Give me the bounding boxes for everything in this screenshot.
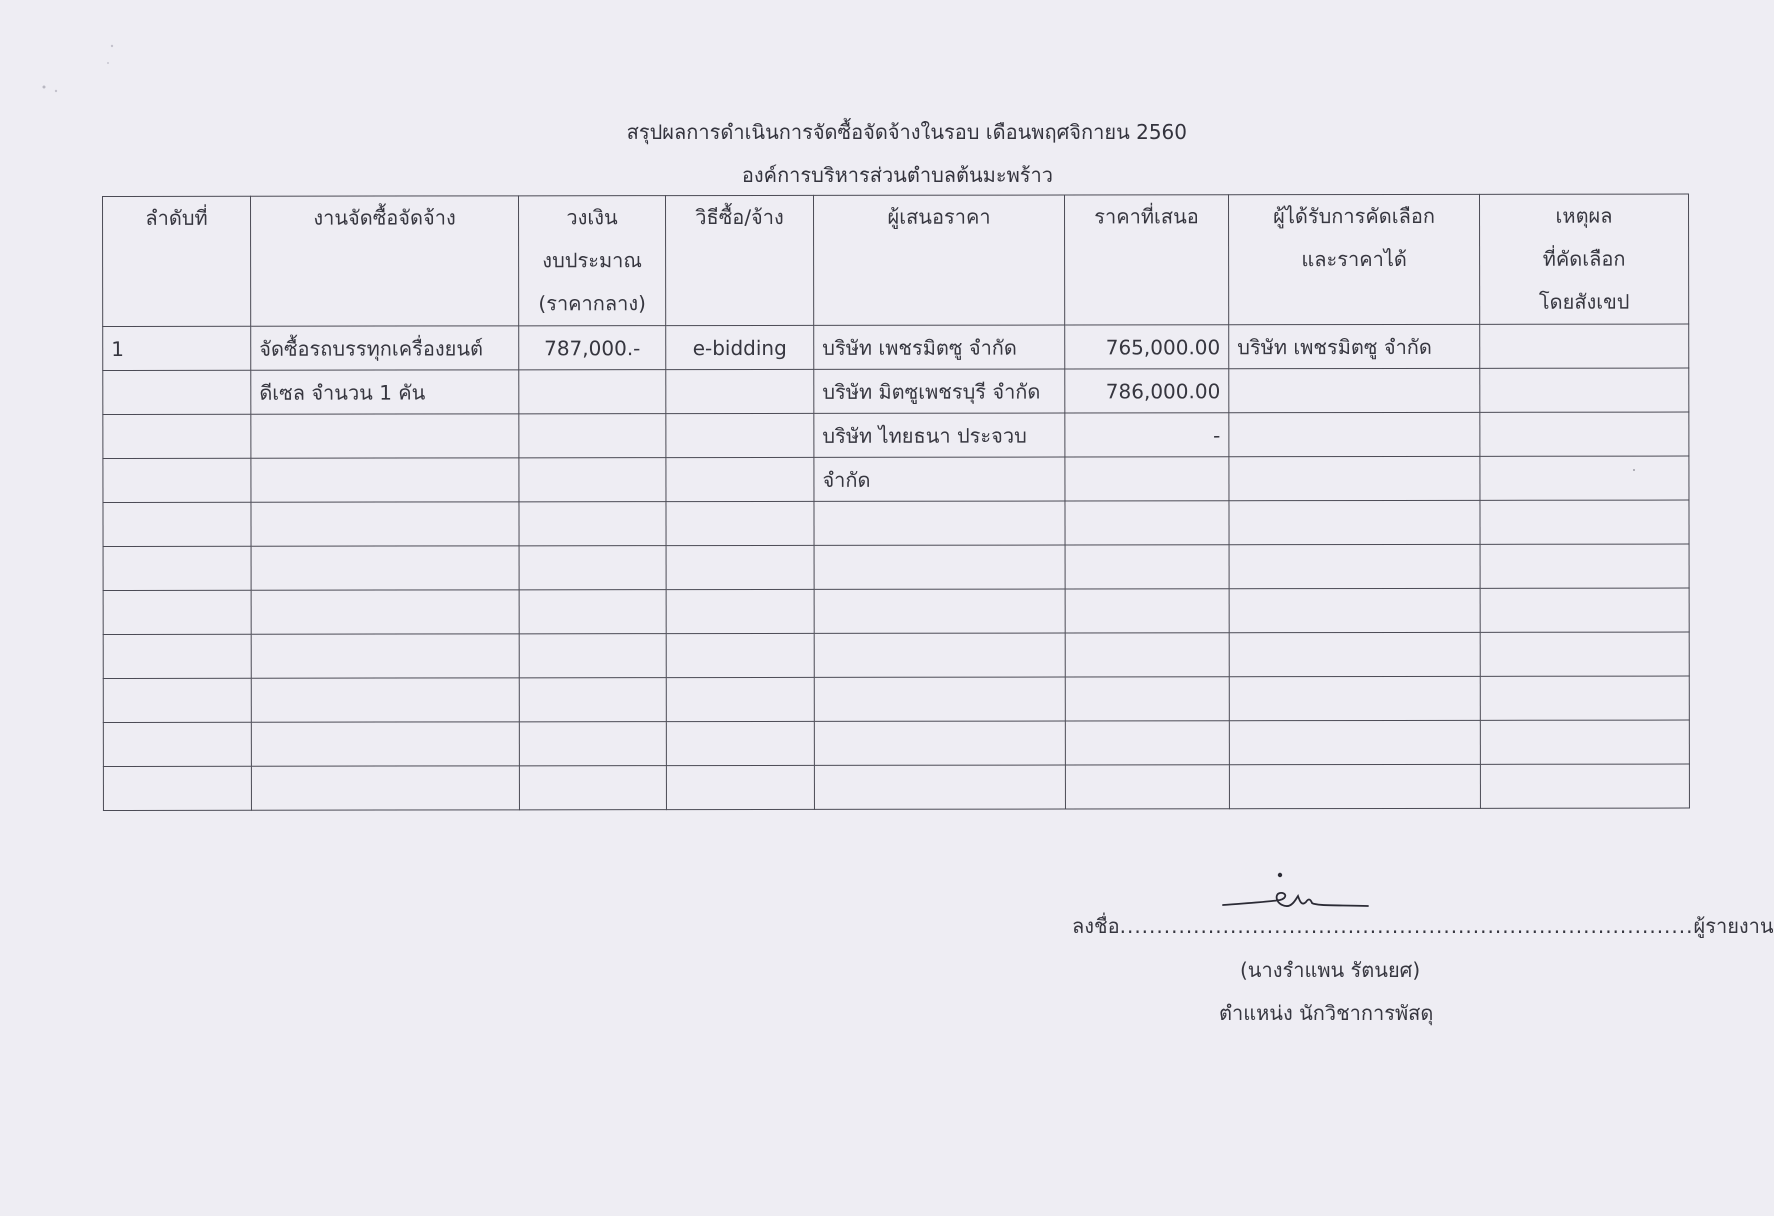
signer-position: ตำแหน่ง นักวิชาการพัสดุ: [1219, 1001, 1434, 1025]
cell-method: [666, 589, 814, 633]
signature-line: [1072, 910, 1774, 942]
cell-reason: [1480, 412, 1689, 456]
cell-sequence: 1: [103, 326, 251, 370]
cell-method: [666, 545, 814, 589]
signer-name: (นางรำแพน รัตนยศ): [1240, 958, 1421, 982]
cell-budget: [519, 722, 666, 766]
cell-budget: [519, 766, 666, 810]
cell-reason: [1480, 632, 1689, 676]
header-line: วงเงิน: [566, 205, 618, 230]
sign-label: ลงชื่อ: [1072, 914, 1120, 938]
header-bid-price: [1064, 195, 1228, 325]
organization-name: องค์การบริหารส่วนตำบลต้นมะพร้าว: [741, 163, 1053, 187]
cell-selected-vendor: [1229, 544, 1480, 588]
cell-selected-vendor: บริษัท เพชรมิตซู จำกัด: [1229, 324, 1480, 368]
cell-bidder: [814, 765, 1065, 809]
cell-method: [666, 721, 814, 765]
cell-sequence: [103, 370, 251, 414]
table-row: [103, 632, 1689, 678]
cell-method: [666, 677, 814, 721]
cell-bid-price: [1065, 677, 1229, 721]
cell-selected-vendor: [1229, 588, 1480, 632]
cell-bid-price: [1065, 765, 1229, 809]
cell-selected-vendor: [1229, 412, 1480, 456]
cell-bid-price: [1065, 545, 1229, 589]
cell-selected-vendor: [1229, 720, 1480, 764]
cell-budget: [519, 502, 666, 546]
cell-bid-price: 786,000.00: [1065, 369, 1229, 413]
cell-bidder: [814, 633, 1065, 677]
header-selected-vendor: [1228, 194, 1479, 324]
cell-reason: [1480, 764, 1689, 808]
cell-procurement-item: [251, 458, 519, 502]
header-reason: [1479, 194, 1688, 324]
cell-bidder: [814, 721, 1065, 765]
cell-bidder: จำกัด: [814, 457, 1065, 501]
cell-bidder: [814, 589, 1065, 633]
header-line: เหตุผล: [1555, 203, 1613, 228]
header-line: ที่คัดเลือก: [1542, 246, 1626, 271]
cell-budget: [519, 546, 666, 590]
cell-budget: [519, 458, 666, 502]
cell-reason: [1480, 720, 1689, 764]
header-method: [666, 195, 814, 325]
table-row: [103, 368, 1689, 414]
table-row: [103, 720, 1689, 766]
header-line: (ราคากลาง): [538, 291, 646, 316]
table-row: [103, 676, 1689, 722]
cell-bid-price: [1065, 589, 1229, 633]
cell-procurement-item: [251, 678, 519, 722]
table-row: [103, 500, 1689, 546]
cell-method: [666, 501, 814, 545]
header-line: งานจัดซื้อจัดจ้าง: [313, 205, 456, 230]
cell-selected-vendor: [1229, 632, 1480, 676]
header-procurement-item: [251, 196, 519, 326]
cell-sequence: [103, 634, 251, 678]
cell-bidder: บริษัท ไทยธนา ประจวบ: [814, 413, 1065, 457]
table-body: [103, 324, 1690, 810]
cell-sequence: [103, 722, 251, 766]
header-bidders: [813, 195, 1064, 325]
cell-budget: [519, 678, 666, 722]
cell-sequence: [103, 766, 251, 810]
cell-procurement-item: [251, 546, 519, 590]
cell-bid-price: [1065, 633, 1229, 677]
cell-procurement-item: [251, 590, 519, 634]
table-row: [103, 324, 1689, 370]
header-sequence: [103, 196, 251, 326]
cell-reason: [1480, 588, 1689, 632]
cell-bidder: บริษัท มิตซูเพชรบุรี จำกัด: [814, 369, 1065, 413]
cell-selected-vendor: [1229, 676, 1480, 720]
cell-method: [666, 765, 814, 809]
cell-procurement-item: [251, 634, 519, 678]
header-line: ลำดับที่: [145, 205, 208, 230]
cell-procurement-item: [251, 722, 519, 766]
cell-selected-vendor: [1229, 368, 1480, 412]
cell-sequence: [103, 590, 251, 634]
cell-budget: [519, 414, 666, 458]
header-line: และราคาได้: [1301, 246, 1407, 272]
cell-bid-price: 765,000.00: [1065, 325, 1229, 369]
cell-procurement-item: ดีเซล จำนวน 1 คัน: [251, 370, 519, 414]
table-row: [103, 764, 1689, 810]
header-line: ผู้เสนอราคา: [887, 204, 991, 229]
cell-reason: [1480, 456, 1689, 500]
signature-dots: ..............................................................................: [1119, 914, 1694, 938]
header-line: วิธีซื้อ/จ้าง: [695, 204, 784, 230]
cell-sequence: [103, 546, 251, 590]
header-line: ผู้ได้รับการคัดเลือก: [1273, 203, 1435, 229]
cell-bidder: บริษัท เพชรมิตซู จำกัด: [814, 325, 1065, 369]
cell-reason: [1480, 324, 1689, 368]
cell-bid-price: [1065, 721, 1229, 765]
cell-bidder: [814, 677, 1065, 721]
cell-procurement-item: จัดซื้อรถบรรทุกเครื่องยนต์: [251, 326, 519, 370]
cell-bidder: [814, 545, 1065, 589]
cell-method: [666, 369, 814, 413]
procurement-table: [102, 194, 1690, 811]
header-budget: [519, 196, 666, 326]
cell-sequence: [103, 414, 251, 458]
cell-bidder: [814, 501, 1065, 545]
table-row: [103, 544, 1689, 590]
cell-method: [666, 413, 814, 457]
cell-bid-price: [1065, 501, 1229, 545]
cell-sequence: [103, 458, 251, 502]
table-row: [103, 588, 1689, 634]
cell-method: [666, 633, 814, 677]
cell-budget: [519, 590, 666, 634]
cell-selected-vendor: [1229, 764, 1480, 808]
cell-reason: [1480, 368, 1689, 412]
cell-selected-vendor: [1229, 456, 1480, 500]
cell-budget: 787,000.-: [519, 326, 666, 370]
cell-reason: [1480, 500, 1689, 544]
cell-budget: [519, 634, 666, 678]
cell-bid-price: [1065, 457, 1229, 501]
cell-reason: [1480, 544, 1689, 588]
header-line: งบประมาณ: [542, 248, 642, 273]
cell-reason: [1480, 676, 1689, 720]
table-row: [103, 456, 1689, 502]
table-row: [103, 412, 1689, 458]
cell-bid-price: -: [1065, 413, 1229, 457]
header-line: ราคาที่เสนอ: [1094, 204, 1199, 229]
reporter-role: ผู้รายงาน: [1693, 914, 1774, 938]
cell-procurement-item: [251, 766, 519, 810]
cell-method: [666, 457, 814, 501]
cell-selected-vendor: [1229, 500, 1480, 544]
cell-procurement-item: [251, 502, 519, 546]
cell-procurement-item: [251, 414, 519, 458]
table-header-row: [103, 194, 1689, 326]
cell-method: e-bidding: [666, 325, 814, 369]
cell-budget: [519, 370, 666, 414]
header-line: โดยสังเขป: [1538, 289, 1630, 314]
cell-sequence: [103, 678, 251, 722]
cell-sequence: [103, 502, 251, 546]
document-title: สรุปผลการดำเนินการจัดซื้อจัดจ้างในรอบ เดือนพฤศจิกายน 2560: [626, 120, 1187, 144]
